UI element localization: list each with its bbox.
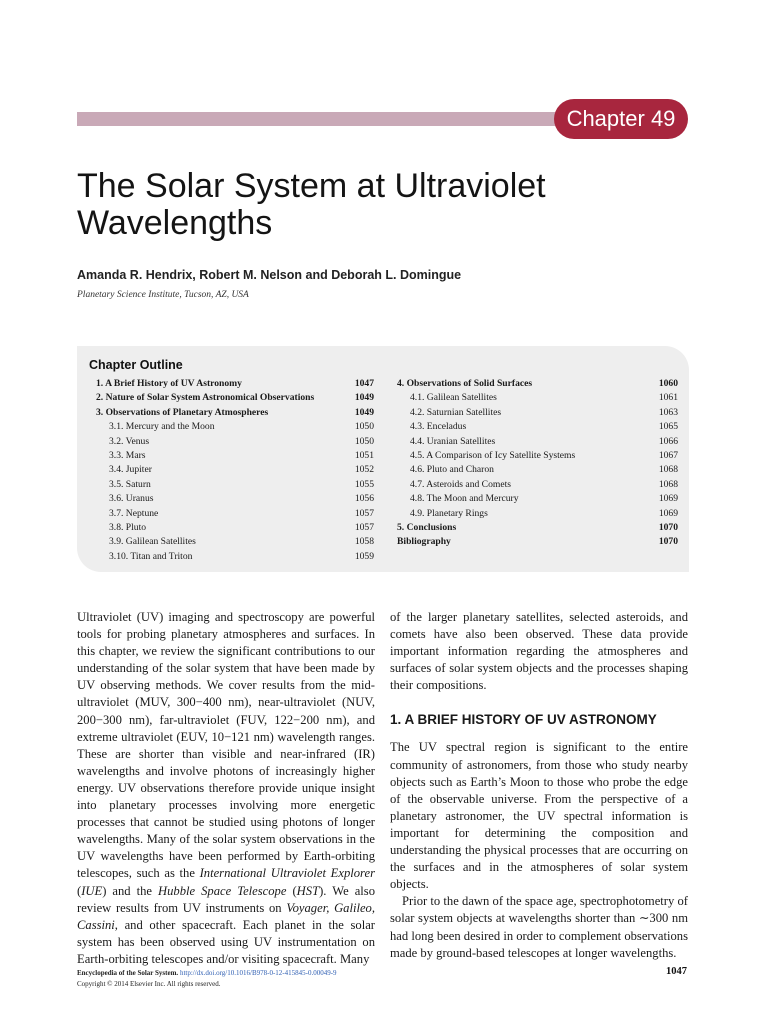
toc-item[interactable] [397, 535, 678, 549]
toc-page: 1057 [354, 507, 374, 519]
outline-left-column [96, 377, 374, 564]
page-number: 1047 [666, 966, 687, 977]
page-title [77, 168, 677, 242]
toc-label: 4. Observations of Solid Surfaces [397, 378, 533, 389]
chapter-header-bar [77, 112, 557, 126]
toc-label: 4.9. Planetary Rings [410, 507, 488, 519]
body-paragraph: The UV spectral region is significant to the entire community of astronomers, from those who study nearby objects such as Earth’s Moon to those who probe the edge of the observable universe. From the perspective of a planetary astronomer, the UV spectral information is important for determining the composition and understanding the physical processes that are occurring on the surfaces and in the atmospheres of solar system objects. [390, 740, 688, 892]
toc-label: 4.6. Pluto and Charon [410, 464, 494, 476]
toc-page: 1049 [354, 392, 374, 404]
toc-item[interactable] [96, 507, 374, 521]
toc-label: 5. Conclusions [397, 521, 457, 533]
toc-item[interactable] [96, 521, 374, 535]
toc-page: 1057 [354, 521, 374, 533]
toc-page: 1069 [658, 493, 678, 505]
affiliation: Planetary Science Institute, Tucson, AZ, USA [77, 290, 249, 300]
toc-page: 1067 [658, 449, 678, 461]
toc-page: 1068 [658, 478, 678, 490]
body-left-column [77, 609, 375, 968]
toc-item[interactable] [96, 550, 374, 564]
toc-item[interactable] [397, 420, 678, 434]
toc-item[interactable] [397, 406, 678, 420]
outline-heading: Chapter Outline [89, 358, 183, 372]
toc-label: 4.4. Uranian Satellites [410, 435, 496, 447]
toc-page: 1065 [658, 421, 678, 433]
toc-item[interactable] [397, 435, 678, 449]
toc-item[interactable] [96, 435, 374, 449]
toc-item[interactable] [96, 391, 374, 405]
toc-page: 1050 [354, 435, 374, 447]
toc-label: 4.5. A Comparison of Icy Satellite Systems [410, 449, 576, 461]
footer [77, 968, 337, 990]
toc-item[interactable] [96, 535, 374, 549]
toc-label: 4.8. The Moon and Mercury [410, 493, 519, 505]
toc-item[interactable] [96, 478, 374, 492]
intro-paragraph: Ultraviolet (UV) imaging and spectroscopy are powerful tools for probing planetary atmospheres and surfaces. In this chapter, we review the significant contributions to our understanding of the solar system that have been made by UV observing methods. We cover results from the mid-ultraviolet (MUV, 300−400 nm), near-ultraviolet (NUV, 200−300 nm), far-ultraviolet (FUV, 122−200 nm), and extreme ultraviolet (EUV, 10−121 nm) wavelength ranges. These are shorter than visible and near-infrared (IR) wavelengths and involve photons of increasingly higher energy. UV observations therefore provide unique insight into planetary processes involving more energetic processes that cannot be studied using photons of longer wavelengths. Many of the solar system observations in the UV wavelengths have been performed by Earth-orbiting telescopes, such as the International Ultraviolet Explorer (IUE) and the Hubble Space Telescope (HST). We also review results from UV instruments on Voyager, Galileo, Cassini, and other spacecraft. Each planet in the solar system has been observed using UV instrumentation on Earth-orbiting telescopes and/or visiting spacecraft. Many [77, 610, 375, 966]
toc-item[interactable] [397, 507, 678, 521]
toc-label: 4.1. Galilean Satellites [410, 392, 497, 404]
toc-label: 3.1. Mercury and the Moon [109, 421, 215, 433]
toc-label: Bibliography [397, 536, 451, 548]
footer-source: Encyclopedia of the Solar System. [77, 969, 179, 977]
section-heading: 1. A BRIEF HISTORY OF UV ASTRONOMY [390, 712, 657, 728]
toc-label: 3.7. Neptune [109, 507, 159, 519]
intro-continuation: of the larger planetary satellites, selected asteroids, and comets have also been observed. These data provide important information regarding the atmospheres and surfaces of solar system objects and the processes shaping their compositions. [390, 610, 688, 693]
title-line-1: The Solar System at Ultraviolet [77, 167, 546, 205]
toc-label: 3. Observations of Planetary Atmospheres [96, 406, 269, 418]
toc-label: 3.6. Uranus [109, 493, 154, 505]
toc-page: 1060 [658, 378, 678, 389]
toc-page: 1070 [658, 521, 678, 533]
toc-page: 1050 [354, 421, 374, 433]
toc-item[interactable] [397, 463, 678, 477]
toc-item[interactable] [397, 377, 678, 391]
toc-item[interactable] [397, 449, 678, 463]
toc-page: 1066 [658, 435, 678, 447]
toc-label: 3.9. Galilean Satellites [109, 536, 196, 548]
toc-page: 1070 [658, 536, 678, 548]
toc-page: 1055 [354, 478, 374, 490]
toc-item[interactable] [397, 478, 678, 492]
toc-item[interactable] [96, 406, 374, 420]
authors: Amanda R. Hendrix, Robert M. Nelson and Deborah L. Domingue [77, 268, 462, 282]
toc-label: 4.7. Asteroids and Comets [410, 478, 511, 490]
chapter-label: Chapter 49 [554, 99, 688, 139]
body-paragraph: Prior to the dawn of the space age, spectrophotometry of solar system objects at wavelengths shorter than ∼300 nm had long been desired in order to complement observations made by ground-based telescopes at longer wavelengths. [390, 894, 688, 960]
toc-label: 3.3. Mars [109, 449, 146, 461]
toc-label: 4.2. Saturnian Satellites [410, 406, 502, 418]
toc-page: 1069 [658, 507, 678, 519]
toc-page: 1059 [354, 550, 374, 562]
toc-label: 2. Nature of Solar System Astronomical Observations [96, 392, 315, 404]
toc-item[interactable] [96, 377, 374, 391]
toc-item[interactable] [397, 521, 678, 535]
toc-label: 3.4. Jupiter [109, 464, 152, 476]
toc-label: 1. A Brief History of UV Astronomy [96, 378, 242, 389]
toc-label: 3.5. Saturn [109, 478, 151, 490]
toc-label: 3.8. Pluto [109, 521, 147, 533]
toc-page: 1051 [354, 449, 374, 461]
toc-page: 1061 [658, 392, 678, 404]
toc-item[interactable] [96, 420, 374, 434]
title-line-2: Wavelengths [77, 204, 273, 242]
outline-right-column [397, 377, 678, 550]
toc-page: 1058 [354, 536, 374, 548]
toc-page: 1049 [354, 406, 374, 418]
toc-page: 1056 [354, 493, 374, 505]
toc-item[interactable] [96, 449, 374, 463]
toc-item[interactable] [96, 492, 374, 506]
toc-page: 1047 [354, 378, 374, 389]
copyright: Copyright © 2014 Elsevier Inc. All rights reserved. [77, 980, 221, 988]
toc-label: 4.3. Enceladus [410, 421, 467, 433]
toc-page: 1068 [658, 464, 678, 476]
toc-item[interactable] [397, 492, 678, 506]
toc-page: 1063 [658, 406, 678, 418]
toc-item[interactable] [397, 391, 678, 405]
toc-page: 1052 [354, 464, 374, 476]
doi-link[interactable]: http://dx.doi.org/10.1016/B978-0-12-415845-0.00049-9 [179, 969, 337, 977]
toc-label: 3.2. Venus [109, 435, 150, 447]
toc-item[interactable] [96, 463, 374, 477]
body-right-column [390, 609, 688, 962]
toc-label: 3.10. Titan and Triton [109, 550, 193, 562]
chapter-outline [77, 346, 689, 572]
